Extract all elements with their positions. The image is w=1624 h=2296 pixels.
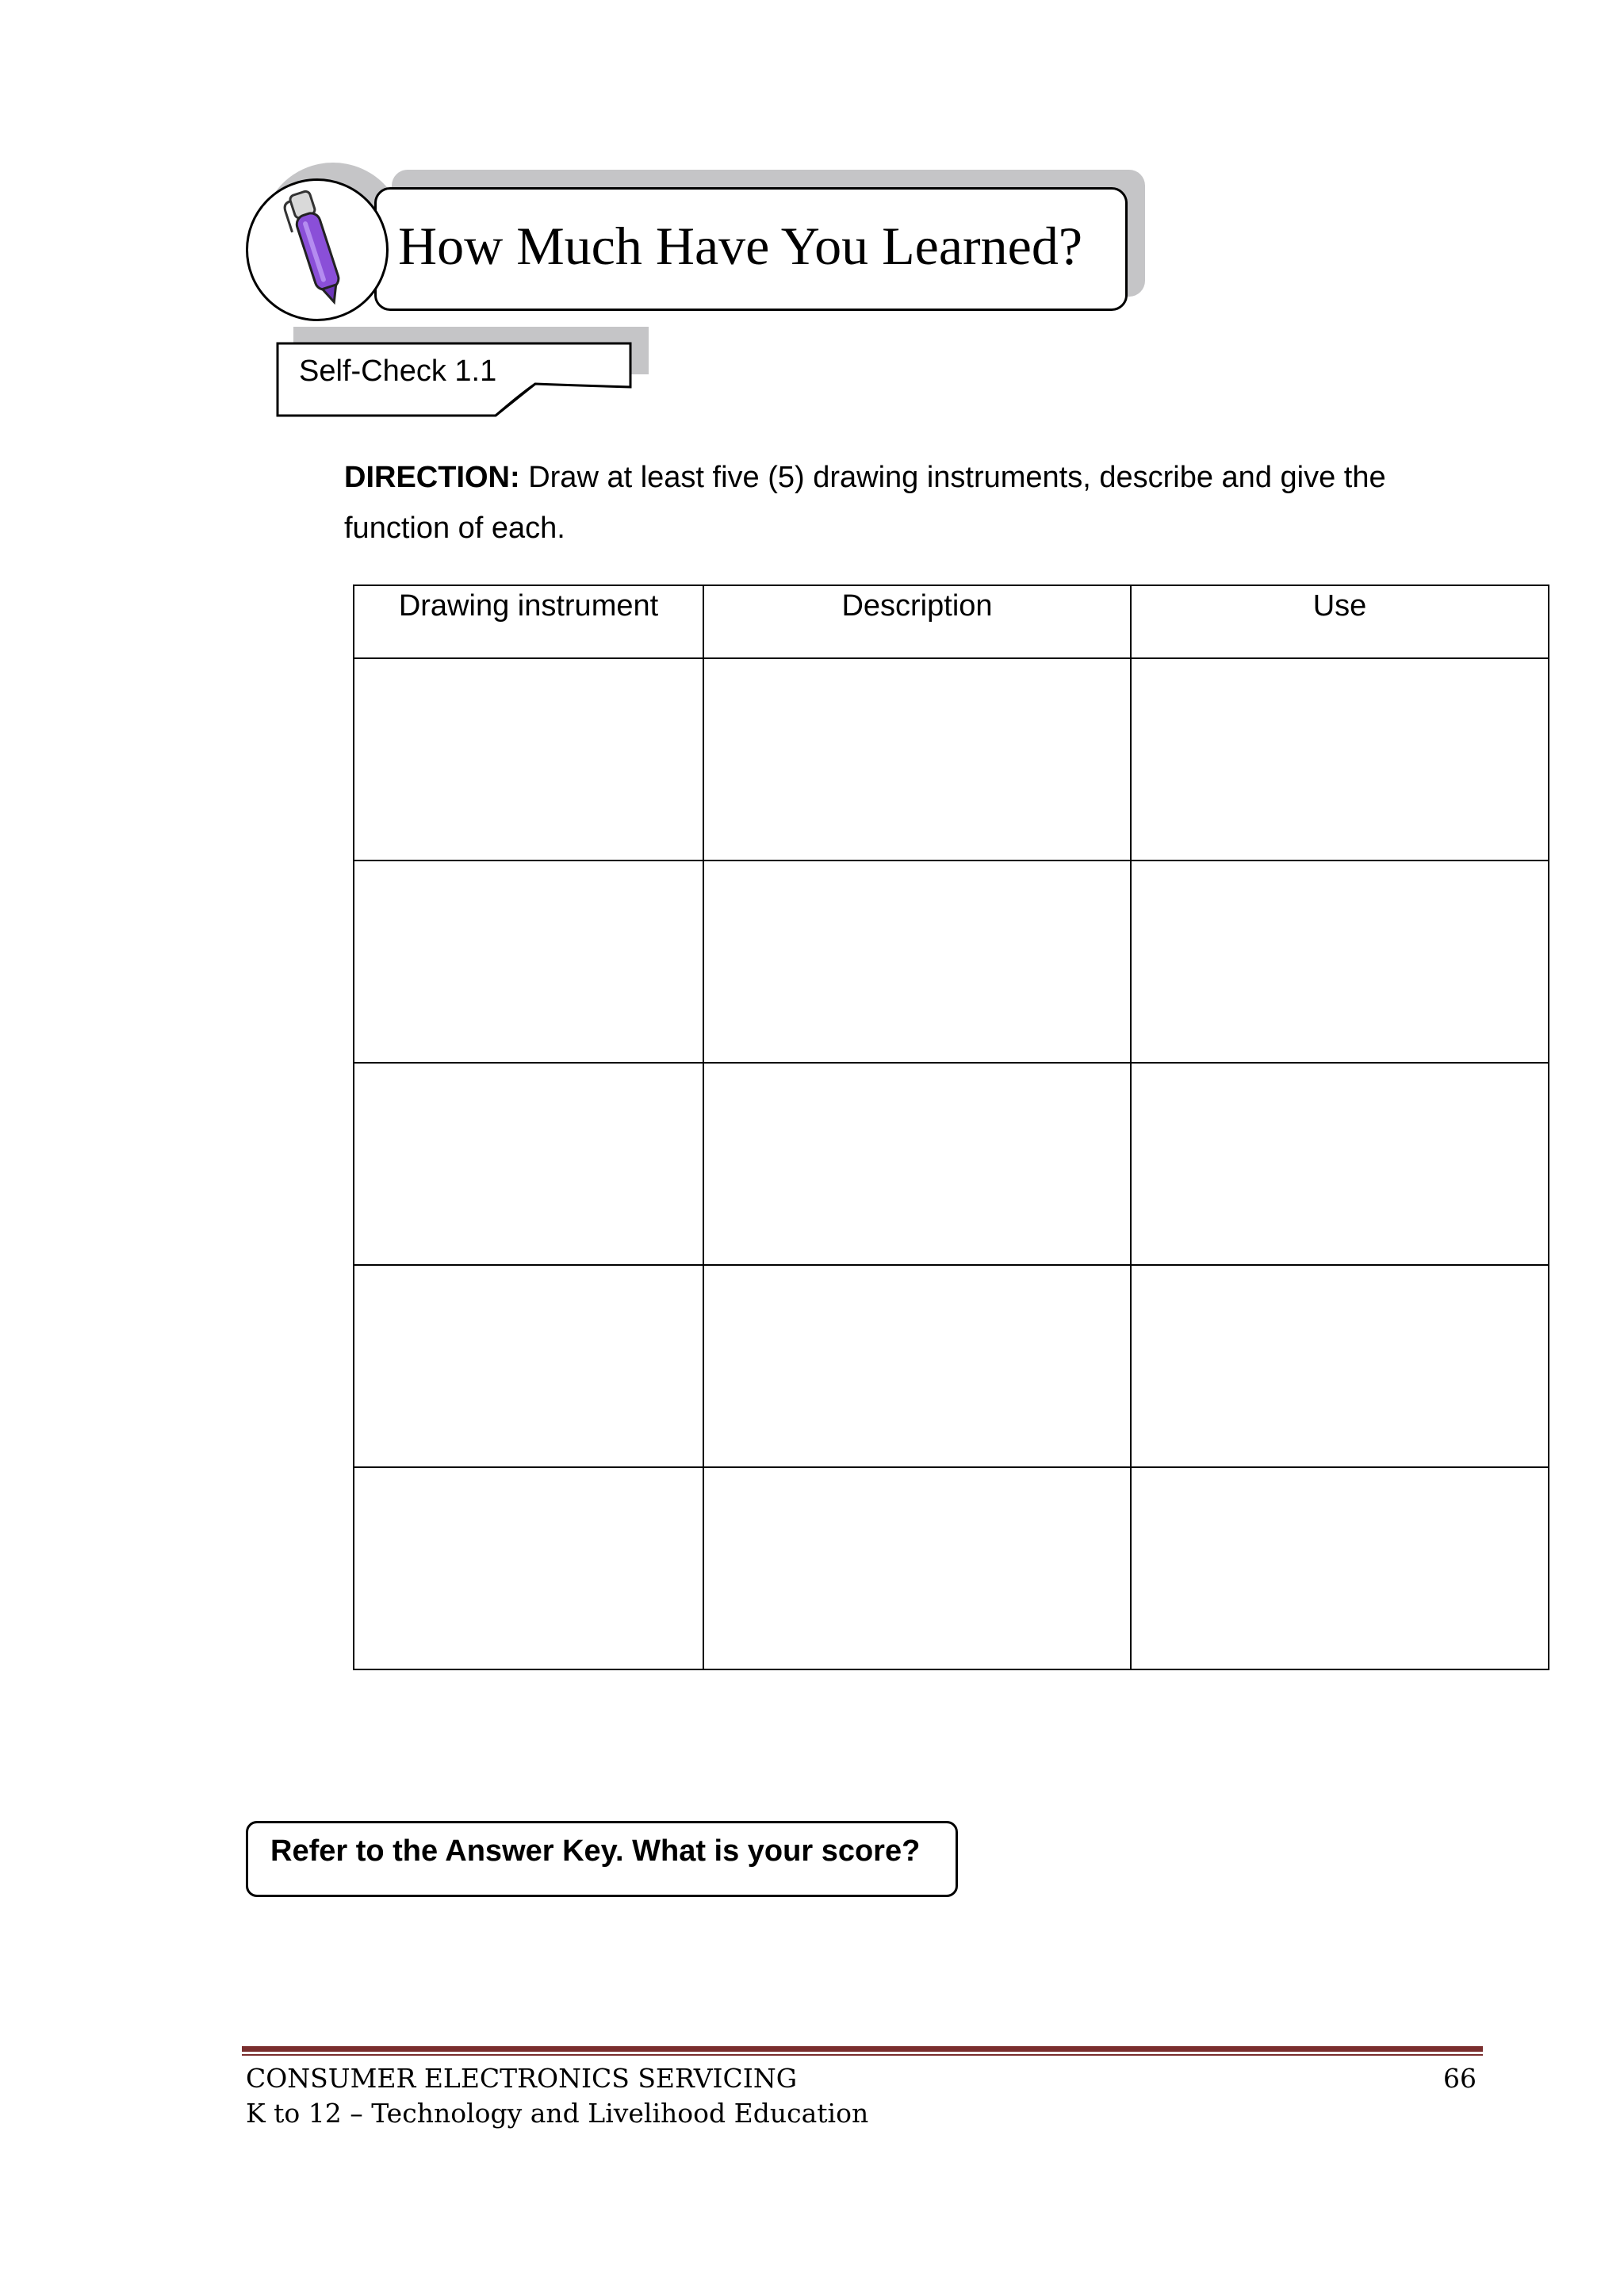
answer-table [353, 585, 1549, 1670]
table-cell [354, 1265, 703, 1467]
table-cell [703, 861, 1131, 1063]
table-row [354, 1467, 1549, 1669]
column-header-use: Use [1131, 585, 1549, 658]
direction-label: DIRECTION: [344, 461, 520, 494]
table-cell [703, 1467, 1131, 1669]
footer-program: K to 12 – Technology and Livelihood Education [246, 2098, 869, 2129]
footer-rule-thin [242, 2054, 1483, 2056]
direction-text [344, 452, 1454, 554]
page-title: How Much Have You Learned? [398, 216, 1083, 276]
table-cell [354, 861, 703, 1063]
footer-course-title: CONSUMER ELECTRONICS SERVICING [246, 2063, 798, 2094]
table-cell [703, 658, 1131, 861]
table-cell [1131, 1467, 1549, 1669]
table-header-row [354, 585, 1549, 658]
table-cell [354, 1063, 703, 1265]
table-cell [1131, 658, 1549, 861]
table-cell [703, 1063, 1131, 1265]
table-row [354, 1265, 1549, 1467]
pen-icon [270, 184, 365, 311]
page-number: 66 [1443, 2063, 1477, 2094]
column-header-description: Description [703, 585, 1131, 658]
table-cell [1131, 861, 1549, 1063]
table-cell [354, 1467, 703, 1669]
table-cell [354, 658, 703, 861]
table-row [354, 658, 1549, 861]
self-check-label: Self-Check 1.1 [299, 355, 497, 388]
table-cell [703, 1265, 1131, 1467]
score-prompt: Refer to the Answer Key. What is your score? [270, 1834, 921, 1868]
table-cell [1131, 1063, 1549, 1265]
table-row [354, 1063, 1549, 1265]
table-row [354, 861, 1549, 1063]
column-header-drawing-instrument: Drawing instrument [354, 585, 703, 658]
footer-rule-thick [242, 2046, 1483, 2052]
direction-body: Draw at least five (5) drawing instruments, describe and give the function of each. [344, 461, 1386, 545]
table-cell [1131, 1265, 1549, 1467]
